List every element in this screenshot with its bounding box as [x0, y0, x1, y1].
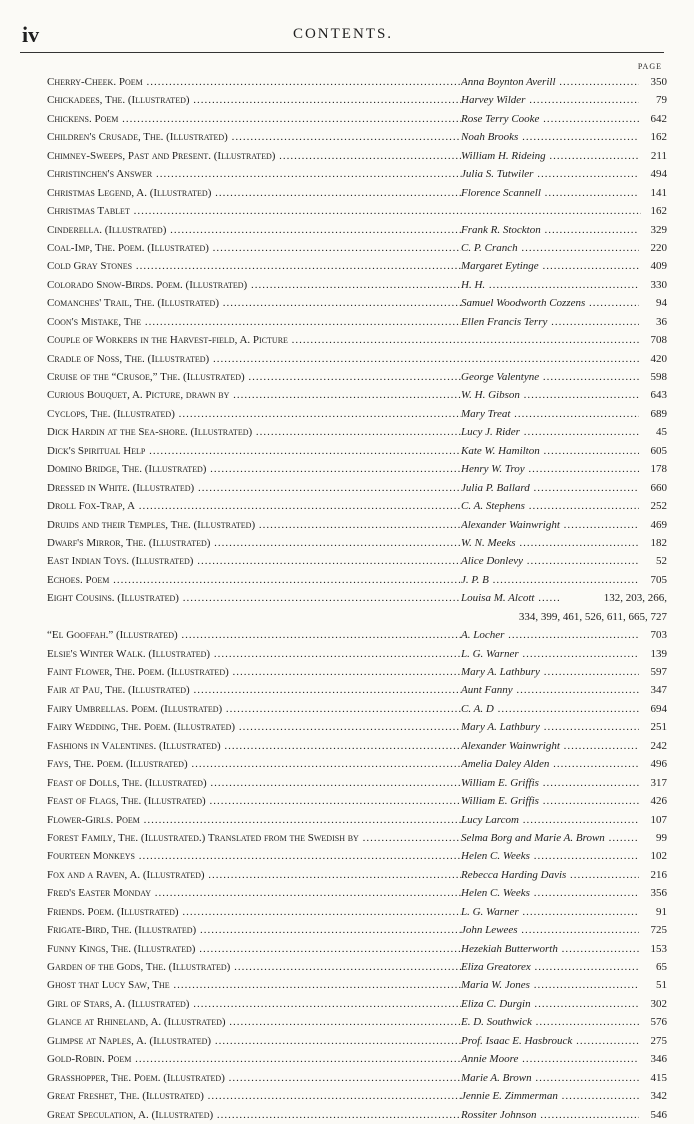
entry-title: Fashions in Valentines. (Illustrated) ..... — [47, 737, 461, 755]
entry-page: 642 — [650, 112, 667, 125]
entry-title: Chickadees, The. (Illustrated) ..... — [47, 91, 461, 109]
entry-author: Harvey Wilder ..... — [461, 91, 639, 109]
entry-title: Coal-Imp, The. Poem. (Illustrated) ..... — [47, 239, 461, 257]
entry-author: Helen C. Weeks ..... — [461, 884, 639, 902]
toc-entry — [45, 1050, 667, 1068]
entry-page: 598 — [650, 371, 667, 383]
entry-title: Garden of the Gods, The. (Illustrated) ..... — [47, 958, 461, 976]
entry-author: A. Locher ..... — [461, 626, 639, 644]
entry-author: Jennie E. Zimmerman ..... — [461, 1087, 639, 1105]
entry-page: 329 — [650, 223, 667, 236]
entry-title: Fair at Pau, The. (Illustrated) ..... — [47, 681, 461, 699]
entry-author: Rose Terry Cooke ..... — [461, 110, 639, 128]
toc-entry — [45, 147, 667, 165]
entry-author: Alexander Wainwright ..... — [461, 737, 639, 755]
toc-entry — [45, 405, 667, 423]
entry-page: 153 — [650, 942, 667, 955]
entry-page: 52 — [656, 555, 667, 568]
toc-entry — [45, 958, 667, 976]
entry-page: 469 — [650, 518, 667, 531]
toc-entry — [45, 202, 667, 220]
toc-entry — [45, 165, 667, 183]
entry-page: 79 — [656, 94, 667, 107]
entry-title: Forest Family, The. (Illustrated.) Translated from the Swedish by ..... — [47, 829, 461, 847]
entry-page: 409 — [650, 260, 667, 273]
entry-author: L. G. Warner ..... — [461, 903, 639, 921]
toc-entry — [45, 460, 667, 478]
toc-entry — [45, 1106, 667, 1124]
entry-title: Coon's Mistake, The ..... — [47, 313, 461, 331]
entry-title: Dwarf's Mirror, The. (Illustrated) ..... — [47, 534, 461, 552]
entry-author: Lucy Larcom ..... — [461, 811, 639, 829]
entry-author: John Lewees ..... — [461, 921, 639, 939]
entry-author: Kate W. Hamilton ..... — [461, 442, 639, 460]
entry-page: 347 — [650, 684, 667, 697]
page-title: CONTENTS. — [292, 26, 394, 42]
toc-entry — [45, 645, 667, 663]
toc-entry — [45, 221, 667, 239]
entry-author: Eliza C. Durgin ..... — [461, 995, 639, 1013]
entry-page: 242 — [650, 739, 667, 752]
toc-entry — [45, 479, 667, 497]
toc-entry — [45, 73, 667, 91]
entry-author: Annie Moore ..... — [461, 1050, 639, 1068]
table-of-contents — [45, 73, 667, 1124]
entry-author: W. N. Meeks ..... — [461, 534, 639, 552]
entry-title: Feast of Flags, The. (Illustrated) ..... — [47, 792, 461, 810]
toc-entry — [45, 903, 667, 921]
toc-entry — [45, 1013, 667, 1031]
toc-entry — [45, 737, 667, 755]
entry-title: Cruise of the “Crusoe,” The. (Illustrated) ..... — [47, 368, 461, 386]
entry-page: 597 — [650, 666, 667, 679]
entry-author: Maria W. Jones ..... — [461, 976, 639, 994]
entry-title: Christmas Legend, A. (Illustrated) ..... — [47, 184, 461, 202]
entry-title: Fox and a Raven, A. (Illustrated) ..... — [47, 866, 461, 884]
entry-author: Frank R. Stockton ..... — [461, 221, 639, 239]
entry-author: George Valentyne ..... — [461, 368, 639, 386]
entry-page: 330 — [650, 278, 667, 291]
entry-title: Cold Gray Stones ..... — [47, 257, 461, 275]
entry-title: Cinderella. (Illustrated) ..... — [47, 221, 461, 239]
entry-page: 705 — [650, 573, 667, 586]
entry-title: Christinchen's Answer ..... — [47, 165, 461, 183]
toc-entry — [45, 128, 667, 146]
entry-title: Fays, The. Poem. (Illustrated) ..... — [47, 755, 461, 773]
entry-title: Dick Hardin at the Sea-shore. (Illustrated) ..... — [47, 423, 461, 441]
entry-page: 703 — [650, 629, 667, 642]
toc-entry — [45, 1032, 667, 1050]
entry-page: 36 — [656, 315, 667, 328]
entry-title: Friends. Poem. (Illustrated) ..... — [47, 903, 461, 921]
page-number: iv — [22, 22, 40, 47]
page-column-label: PAGE — [637, 62, 662, 71]
toc-entry — [45, 184, 667, 202]
entry-title: Great Speculation, A. (Illustrated) ..... — [47, 1106, 461, 1124]
entry-page: 660 — [650, 481, 667, 494]
entry-title: Christmas Tablet ..... — [47, 202, 641, 220]
entry-author: Lucy J. Rider ..... — [461, 423, 639, 441]
entry-page: 415 — [650, 1071, 667, 1084]
entry-title: Frigate-Bird, The. (Illustrated) ..... — [47, 921, 461, 939]
entry-author: Amelia Daley Alden ..... — [461, 755, 639, 773]
entry-author: Julia S. Tutwiler ..... — [461, 165, 639, 183]
entry-author: Marie A. Brown ..... — [461, 1069, 639, 1087]
entry-title: Elsie's Winter Walk. (Illustrated) ..... — [47, 645, 461, 663]
entry-title: Feast of Dolls, The. (Illustrated) ..... — [47, 774, 461, 792]
toc-entry — [45, 718, 667, 736]
entry-page: 643 — [650, 389, 667, 402]
toc-entry — [45, 110, 667, 128]
entry-author: E. D. Southwick ..... — [461, 1013, 639, 1031]
entry-page: 178 — [650, 463, 667, 476]
entry-title: Cyclops, The. (Illustrated) ..... — [47, 405, 461, 423]
toc-entry — [45, 442, 667, 460]
toc-entry — [45, 350, 667, 368]
entry-author: Selma Borg and Marie A. Brown ..... — [461, 829, 639, 847]
toc-entry — [45, 811, 667, 829]
entry-title: Colorado Snow-Birds. Poem. (Illustrated) ..... — [47, 276, 461, 294]
entry-page: 107 — [650, 813, 667, 826]
toc-entry — [45, 866, 667, 884]
toc-entry — [45, 313, 667, 331]
entry-author: Mary Treat ..... — [461, 405, 639, 423]
entry-author: Louisa M. Alcott ..... — [461, 589, 561, 607]
entry-author: Florence Scannell ..... — [461, 184, 639, 202]
toc-entry — [45, 976, 667, 994]
entry-page: 494 — [650, 168, 667, 181]
entry-author: William E. Griffis ..... — [461, 774, 639, 792]
entry-author: Mary A. Lathbury ..... — [461, 718, 639, 736]
entry-page: 94 — [656, 297, 667, 310]
entry-author: William H. Rideing ..... — [461, 147, 639, 165]
entry-page: 725 — [650, 924, 667, 937]
toc-entry — [45, 368, 667, 386]
entry-page: 99 — [656, 831, 667, 844]
toc-entry — [45, 257, 667, 275]
entry-page: 576 — [650, 1016, 667, 1029]
toc-entry — [45, 940, 667, 958]
entry-title: Flower-Girls. Poem ..... — [47, 811, 461, 829]
entry-page: 605 — [650, 444, 667, 457]
toc-entry — [45, 534, 667, 552]
entry-title: Glimpse at Naples, A. (Illustrated) ..... — [47, 1032, 461, 1050]
entry-title: Cradle of Noss, The. (Illustrated) ..... — [47, 350, 641, 368]
toc-entry — [45, 626, 667, 644]
entry-title: Droll Fox-Trap, A ..... — [47, 497, 461, 515]
entry-page: 342 — [650, 1090, 667, 1103]
entry-author: Mary A. Lathbury ..... — [461, 663, 639, 681]
toc-entry — [45, 700, 667, 718]
entry-title: Grasshopper, The. Poem. (Illustrated) ..... — [47, 1069, 461, 1087]
entry-page: 91 — [656, 905, 667, 918]
entry-author: J. P. B ..... — [461, 571, 639, 589]
entry-page: 251 — [650, 721, 667, 734]
entry-title: Great Freshet, The. (Illustrated) ..... — [47, 1087, 461, 1105]
entry-title: Ghost that Lucy Saw, The ..... — [47, 976, 461, 994]
entry-author: C. A. D ..... — [461, 700, 639, 718]
entry-title: Girl of Stars, A. (Illustrated) ..... — [47, 995, 461, 1013]
toc-entry — [45, 681, 667, 699]
toc-entry — [45, 829, 667, 847]
toc-entry — [45, 294, 667, 312]
entry-title: Chickens. Poem ..... — [47, 110, 461, 128]
page-header — [22, 22, 664, 52]
entry-page: 275 — [650, 1034, 667, 1047]
entry-page: 216 — [650, 868, 667, 881]
entry-author: Eliza Greatorex ..... — [461, 958, 639, 976]
entry-author: H. H. ..... — [461, 276, 639, 294]
entry-title: Eight Cousins. (Illustrated) ..... — [47, 589, 461, 607]
entry-author: Alexander Wainwright ..... — [461, 516, 639, 534]
entry-title: East Indian Toys. (Illustrated) ..... — [47, 552, 461, 570]
entry-title: Dressed in White. (Illustrated) ..... — [47, 479, 461, 497]
entry-author: Ellen Francis Terry ..... — [461, 313, 639, 331]
toc-entry — [45, 884, 667, 902]
toc-entry — [45, 276, 667, 294]
toc-entry — [45, 516, 667, 534]
entry-author: Margaret Eytinge ..... — [461, 257, 639, 275]
entry-page: 45 — [656, 426, 667, 439]
entry-author: Henry W. Troy ..... — [461, 460, 639, 478]
entry-title: Fred's Easter Monday ..... — [47, 884, 461, 902]
entry-title: Comanches' Trail, The. (Illustrated) ..... — [47, 294, 461, 312]
entry-author: Anna Boynton Averill ..... — [461, 73, 639, 91]
entry-page: 211 — [650, 149, 667, 162]
entry-title: “El Gooffah.” (Illustrated) ..... — [47, 626, 461, 644]
entry-title: Chimney-Sweeps, Past and Present. (Illustrated) ..... — [47, 147, 461, 165]
entry-author: Rebecca Harding Davis ..... — [461, 866, 639, 884]
toc-entry — [45, 1087, 667, 1105]
entry-author: Samuel Woodworth Cozzens ..... — [461, 294, 639, 312]
entry-page: 162 — [650, 205, 667, 218]
entry-title: Gold-Robin. Poem ..... — [47, 1050, 461, 1068]
toc-entry — [45, 571, 667, 589]
toc-entry — [45, 239, 667, 257]
entry-title: Echoes. Poem ..... — [47, 571, 461, 589]
entry-page: 496 — [650, 758, 667, 771]
entry-title: Cherry-Cheek. Poem ..... — [47, 73, 461, 91]
toc-entry — [45, 663, 667, 681]
toc-entry — [45, 792, 667, 810]
entry-author: Julia P. Ballard ..... — [461, 479, 639, 497]
entry-page: 346 — [650, 1053, 667, 1066]
header-rule — [20, 52, 664, 53]
entry-author: Rossiter Johnson ..... — [461, 1106, 639, 1124]
entry-page: 51 — [656, 979, 667, 992]
entry-title: Domino Bridge, The. (Illustrated) ..... — [47, 460, 461, 478]
entry-page: 141 — [650, 186, 667, 199]
entry-title: Fairy Umbrellas. Poem. (Illustrated) ..... — [47, 700, 461, 718]
entry-page: 356 — [650, 887, 667, 900]
entry-author: Hezekiah Butterworth ..... — [461, 940, 639, 958]
entry-page: 689 — [650, 407, 667, 420]
entry-page: 102 — [650, 850, 667, 863]
entry-page: 350 — [650, 76, 667, 88]
entry-page: 65 — [656, 961, 667, 974]
entry-page: 220 — [650, 241, 667, 254]
toc-entry — [45, 774, 667, 792]
entry-author: C. A. Stephens ..... — [461, 497, 639, 515]
entry-title: Curious Bouquet, A. Picture, drawn by ..... — [47, 386, 461, 404]
entry-page: 426 — [650, 795, 667, 808]
entry-page: 252 — [650, 500, 667, 513]
entry-author: Noah Brooks ..... — [461, 128, 639, 146]
entry-page: 132, 203, 266, — [603, 592, 667, 605]
entry-page: 546 — [650, 1108, 667, 1121]
entry-page: 694 — [650, 702, 667, 715]
entry-page: 317 — [650, 776, 667, 789]
entry-page: 182 — [650, 536, 667, 549]
toc-entry — [45, 552, 667, 570]
entry-title: Druids and their Temples, The. (Illustrated) ..... — [47, 516, 461, 534]
entry-title: Funny Kings, The. (Illustrated) ..... — [47, 940, 461, 958]
entry-author: W. H. Gibson ..... — [461, 386, 639, 404]
entry-title: Couple of Workers in the Harvest-field, A. Picture ..... — [47, 331, 641, 349]
toc-entry — [45, 995, 667, 1013]
toc-entry — [45, 386, 667, 404]
toc-entry — [45, 921, 667, 939]
entry-page: 420 — [650, 352, 667, 365]
entry-author: C. P. Cranch ..... — [461, 239, 639, 257]
toc-entry — [45, 91, 667, 109]
entry-title: Faint Flower, The. Poem. (Illustrated) ..... — [47, 663, 461, 681]
entry-page-continuation: 334, 399, 461, 526, 611, 665, 727 — [518, 610, 667, 623]
entry-page: 162 — [650, 131, 667, 144]
entry-author: Alice Donlevy ..... — [461, 552, 639, 570]
entry-author: William E. Griffis ..... — [461, 792, 639, 810]
toc-entry — [45, 755, 667, 773]
toc-entry — [45, 331, 667, 349]
entry-page: 708 — [650, 334, 667, 347]
entry-title: Fairy Wedding, The. Poem. (Illustrated) ..... — [47, 718, 461, 736]
toc-entry — [45, 589, 667, 626]
toc-entry — [45, 1069, 667, 1087]
entry-page: 139 — [650, 647, 667, 660]
entry-author: Prof. Isaac E. Hasbrouck ..... — [461, 1032, 639, 1050]
entry-title: Dick's Spiritual Help ..... — [47, 442, 461, 460]
toc-entry — [45, 497, 667, 515]
entry-author: Aunt Fanny ..... — [461, 681, 639, 699]
entry-author: Helen C. Weeks ..... — [461, 847, 639, 865]
entry-author: L. G. Warner ..... — [461, 645, 639, 663]
entry-page: 302 — [650, 997, 667, 1010]
toc-entry — [45, 423, 667, 441]
toc-entry — [45, 847, 667, 865]
entry-title: Glance at Rhineland, A. (Illustrated) ..... — [47, 1013, 461, 1031]
entry-title: Children's Crusade, The. (Illustrated) ..... — [47, 128, 461, 146]
entry-title: Fourteen Monkeys ..... — [47, 847, 461, 865]
